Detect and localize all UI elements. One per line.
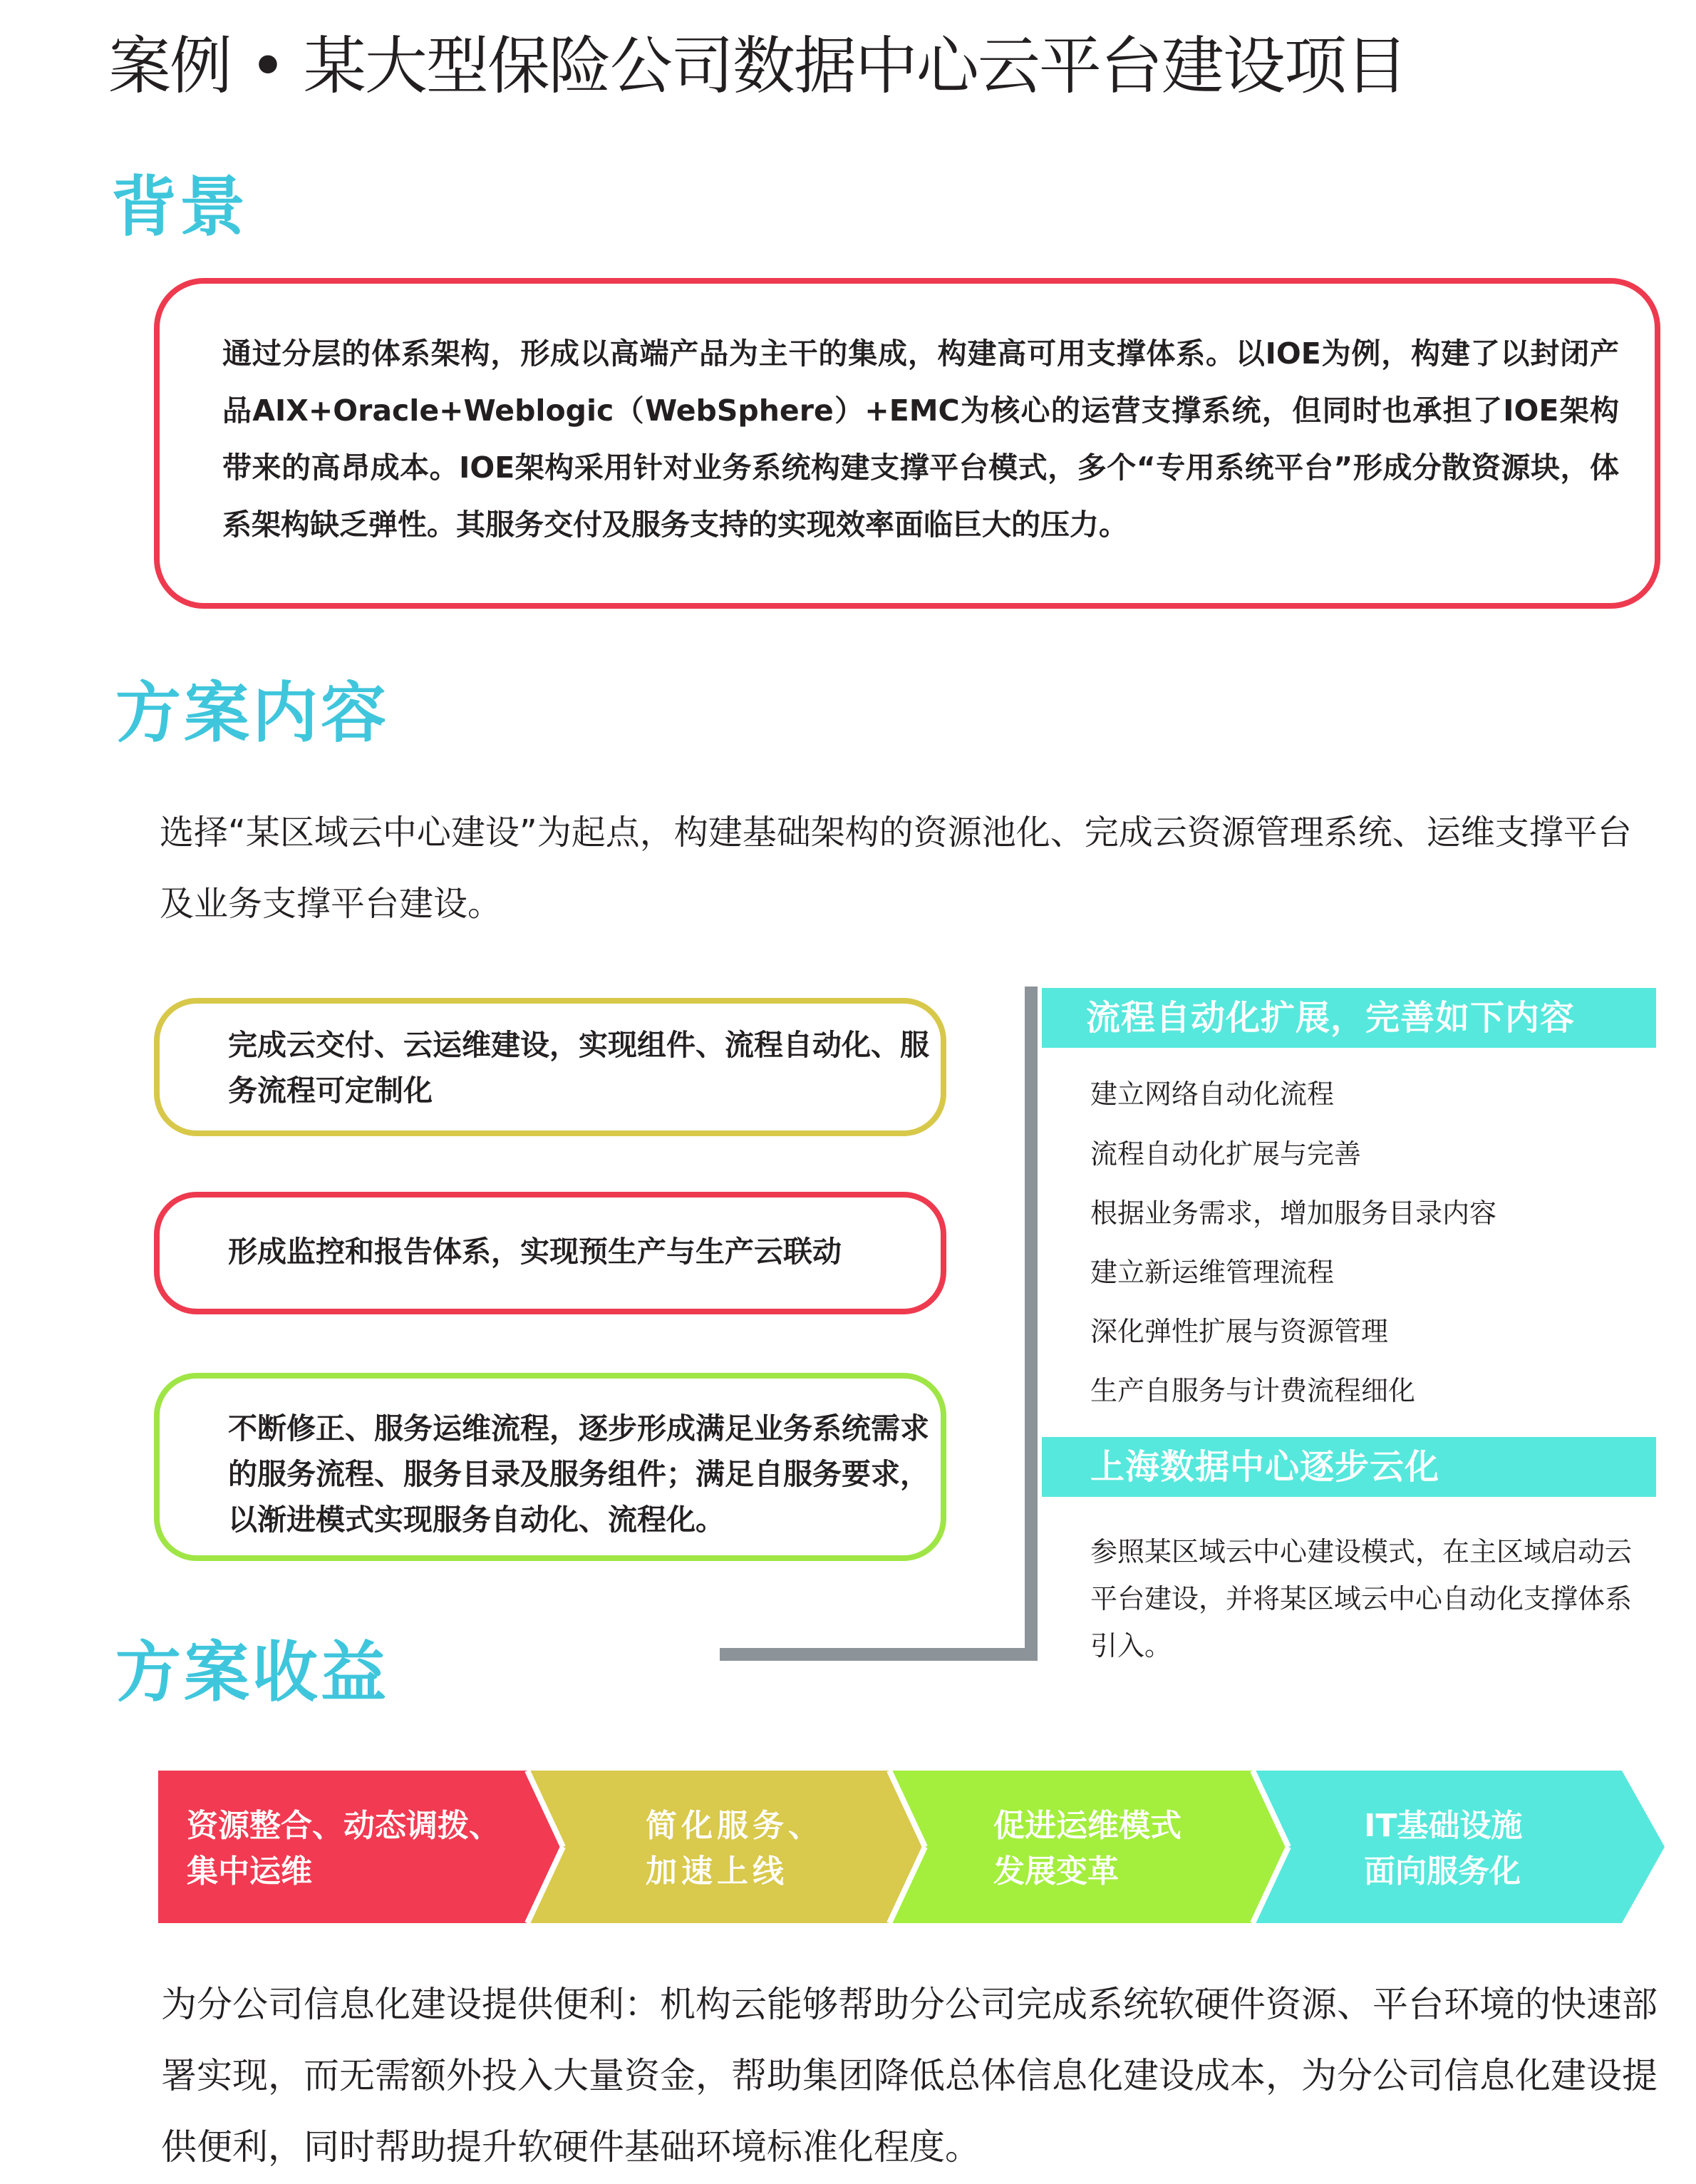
benefit-arrow-2-line2: 加速上线	[646, 1853, 788, 1890]
benefit-arrow-3-line1: 促进运维模式	[993, 1808, 1181, 1844]
shanghai-heading: 上海数据中心逐步云化	[1090, 1447, 1440, 1487]
benefit-arrow-2-line1: 简化服务、	[646, 1808, 824, 1844]
page-title: 案例 • 某大型保险公司数据中心云平台建设项目	[108, 29, 1407, 103]
automation-item: 根据业务需求，增加服务目录内容	[1090, 1197, 1497, 1229]
benefit-text: 为分公司信息化建设提供便利：机构云能够帮助分公司完成系统软硬件资源、平台环境的快速部署实现，而无需额外投入大量资金，帮助集团降低总体信息化建设成本，为分公司信息化建设提供便利，同时帮助提升软硬件基础环境标准化程度。	[161, 1984, 1658, 2168]
section-heading-background: 背景	[111, 169, 249, 245]
automation-item: 建立网络自动化流程	[1090, 1078, 1335, 1110]
benefit-arrow-4-line1: IT基础设施	[1364, 1808, 1523, 1844]
automation-item: 建立新运维管理流程	[1090, 1257, 1335, 1288]
section-heading-benefits: 方案收益	[115, 1634, 390, 1711]
solution-intro: 选择“某区域云中心建设”为起点，构建基础架构的资源池化、完成云资源管理系统、运维支撑平台及业务支撑平台建设。	[160, 813, 1632, 924]
automation-item: 流程自动化扩展与完善	[1090, 1138, 1362, 1170]
benefit-arrow-4-line2: 面向服务化	[1364, 1853, 1521, 1890]
solution-box-1-text: 完成云交付、云运维建设，实现组件、流程自动化、服务流程可定制化	[228, 1028, 929, 1108]
benefit-arrow-3-line2: 发展变革	[993, 1853, 1119, 1890]
divider-vertical	[1025, 987, 1038, 1661]
automation-heading: 流程自动化扩展，完善如下内容	[1086, 998, 1576, 1038]
benefit-arrow-1-line2: 集中运维	[187, 1853, 312, 1890]
solution-box-2-text: 形成监控和报告体系，实现预生产与生产云联动	[228, 1235, 842, 1269]
background-text: 通过分层的体系架构，形成以高端产品为主干的集成，构建高可用支撑体系。以IOE为例，构建了以封闭产品AIX+Oracle+Weblogic（WebSphere）+EMC为核心的运营支撑系统，但同时也承担了IOE架构带来的高昂成本。IOE架构采用针对业务系统构建支撑平台模式，多个“专用系统平台”形成分散资源块，体系架构缺乏弹性。其服务交付及服务支持的实现效率面临巨大的压力。	[222, 336, 1619, 542]
automation-item: 深化弹性扩展与资源管理	[1090, 1316, 1389, 1347]
shanghai-text: 参照某区域云中心建设模式，在主区域启动云平台建设，并将某区域云中心自动化支撑体系引入。	[1090, 1536, 1633, 1662]
benefit-arrow-3-text	[993, 1803, 1181, 1895]
benefit-arrow-1-line1: 资源整合、动态调拨、	[187, 1808, 500, 1844]
automation-item: 生产自服务与计费流程细化	[1090, 1375, 1416, 1406]
solution-box-3-text: 不断修正、服务运维流程，逐步形成满足业务系统需求的服务流程、服务目录及服务组件；满足自服务要求，以渐进模式实现服务自动化、流程化。	[228, 1411, 929, 1537]
benefit-arrow-2-text	[646, 1803, 824, 1895]
benefit-arrow-4-text	[1364, 1803, 1522, 1895]
section-heading-solution: 方案内容	[115, 675, 390, 751]
divider-horizontal	[720, 1648, 1038, 1661]
benefit-arrow-1-text	[187, 1803, 500, 1895]
